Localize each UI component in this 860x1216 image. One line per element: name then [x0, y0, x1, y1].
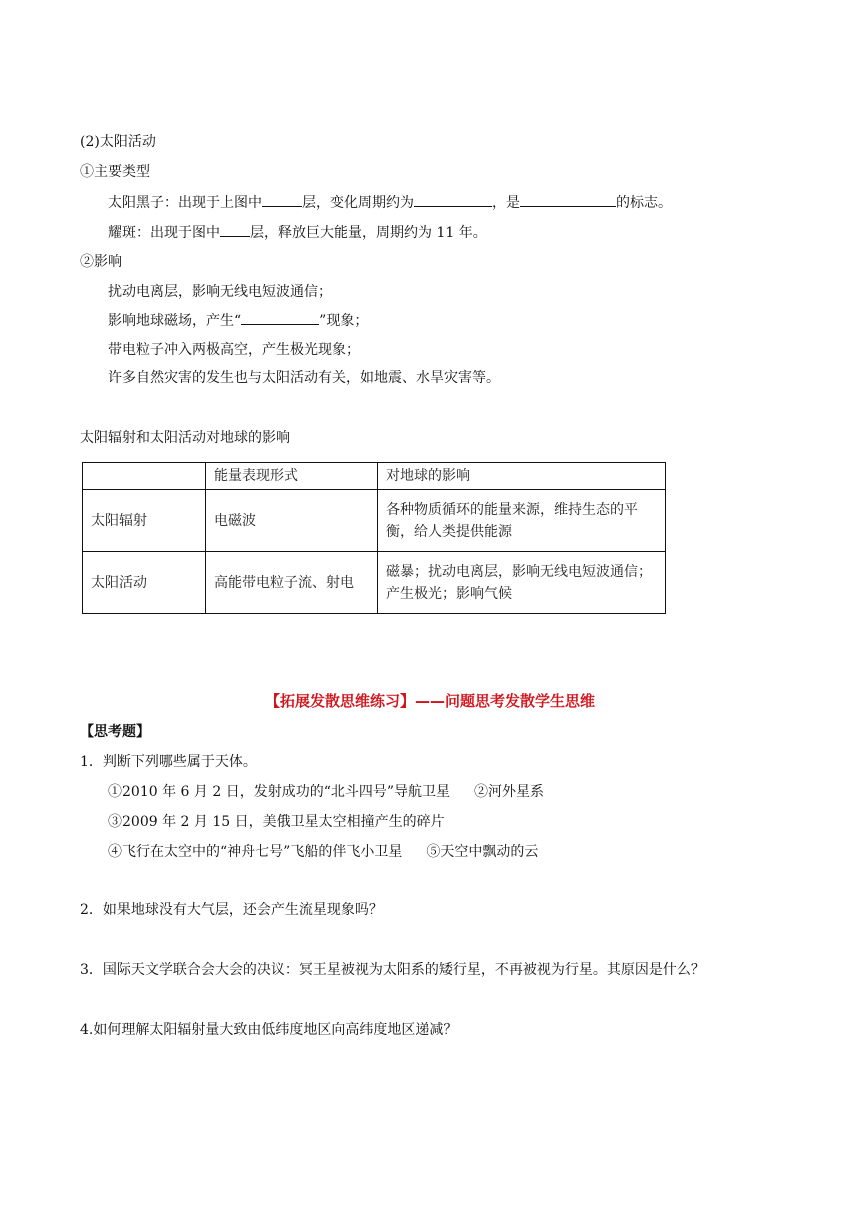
table-header-cell: 能量表现形式 [206, 463, 378, 490]
effect-2 [108, 310, 368, 331]
flare-line [108, 222, 487, 243]
table-row [83, 490, 666, 552]
blank-field [414, 192, 492, 207]
question-2: 2．如果地球没有大气层，还会产生流星现象吗？ [80, 902, 383, 918]
table-cell: 高能带电粒子流、射电 [206, 552, 378, 614]
sunspot-line [108, 192, 672, 213]
table-cell: 太阳活动 [83, 552, 206, 614]
exercise-subheading: 【思考题】 [80, 724, 150, 740]
types-heading: ①主要类型 [80, 164, 150, 180]
table-header-row [83, 463, 666, 490]
table-cell: 太阳辐射 [83, 490, 206, 552]
blank-field [241, 310, 319, 325]
table-caption: 太阳辐射和太阳活动对地球的影响 [80, 430, 290, 446]
sunspot-text-3: ，是 [492, 195, 520, 211]
table-cell-line: 各种物质循环的能量来源，维持生态的平 [386, 501, 638, 518]
table-cell: 电磁波 [206, 490, 378, 552]
q1-option: ④飞行在太空中的“神舟七号”飞船的伴飞小卫星 [108, 844, 403, 860]
table-cell-line: 磁暴；扰动电离层，影响无线电短波通信； [386, 563, 652, 580]
blank-field [262, 192, 302, 207]
sunspot-text-2: 层，变化周期约为 [302, 195, 414, 211]
q1-option: ③2009 年 2 月 15 日，美俄卫星太空相撞产生的碎片 [108, 814, 445, 830]
blank-field [220, 222, 250, 237]
effect-2-text-1: 影响地球磁场，产生“ [108, 313, 242, 329]
blank-field [520, 192, 616, 207]
effect-2-text-2: ”现象； [319, 313, 369, 329]
table-cell-line: 衡，给人类提供能源 [386, 523, 512, 540]
table-header-cell: 对地球的影响 [378, 463, 666, 490]
q1-option: ②河外星系 [474, 784, 545, 800]
question-1: 1．判断下列哪些属于天体。 [80, 754, 257, 770]
q1-option-row [108, 842, 538, 862]
q1-option: ⑤天空中飘动的云 [426, 844, 539, 860]
flare-text-2: 层，释放巨大能量，周期约为 11 年。 [250, 225, 487, 241]
table-cell-line: 产生极光；影响气候 [386, 585, 512, 602]
effect-4: 许多自然灾害的发生也与太阳活动有关，如地震、水旱灾害等。 [108, 370, 500, 386]
q1-option-row [108, 782, 544, 802]
table-cell [378, 552, 666, 614]
question-3: 3．国际天文学联合会大会的决议：冥王星被视为太阳系的矮行星，不再被视为行星。其原因是什么？ [80, 962, 705, 978]
sunspot-text-4: 的标志。 [616, 195, 672, 211]
effect-1: 扰动电离层，影响无线电短波通信； [108, 284, 332, 300]
effects-heading: ②影响 [80, 254, 122, 270]
section-title: (2)太阳活动 [80, 134, 156, 150]
table-row [83, 552, 666, 614]
table-header-cell [83, 463, 206, 490]
effect-3: 带电粒子冲入两极高空，产生极光现象； [108, 342, 360, 358]
sunspot-text-1: 太阳黑子：出现于上图中 [108, 195, 262, 211]
flare-text-1: 耀斑：出现于图中 [108, 225, 220, 241]
q1-option: ①2010 年 6 月 2 日，发射成功的“北斗四号”导航卫星 [108, 784, 451, 800]
influence-table [82, 462, 666, 614]
question-4: 4.如何理解太阳辐射量大致由低纬度地区向高纬度地区递减？ [80, 1022, 458, 1038]
exercise-heading: 【拓展发散思维练习】——问题思考发散学生思维 [264, 692, 595, 710]
table-cell [378, 490, 666, 552]
